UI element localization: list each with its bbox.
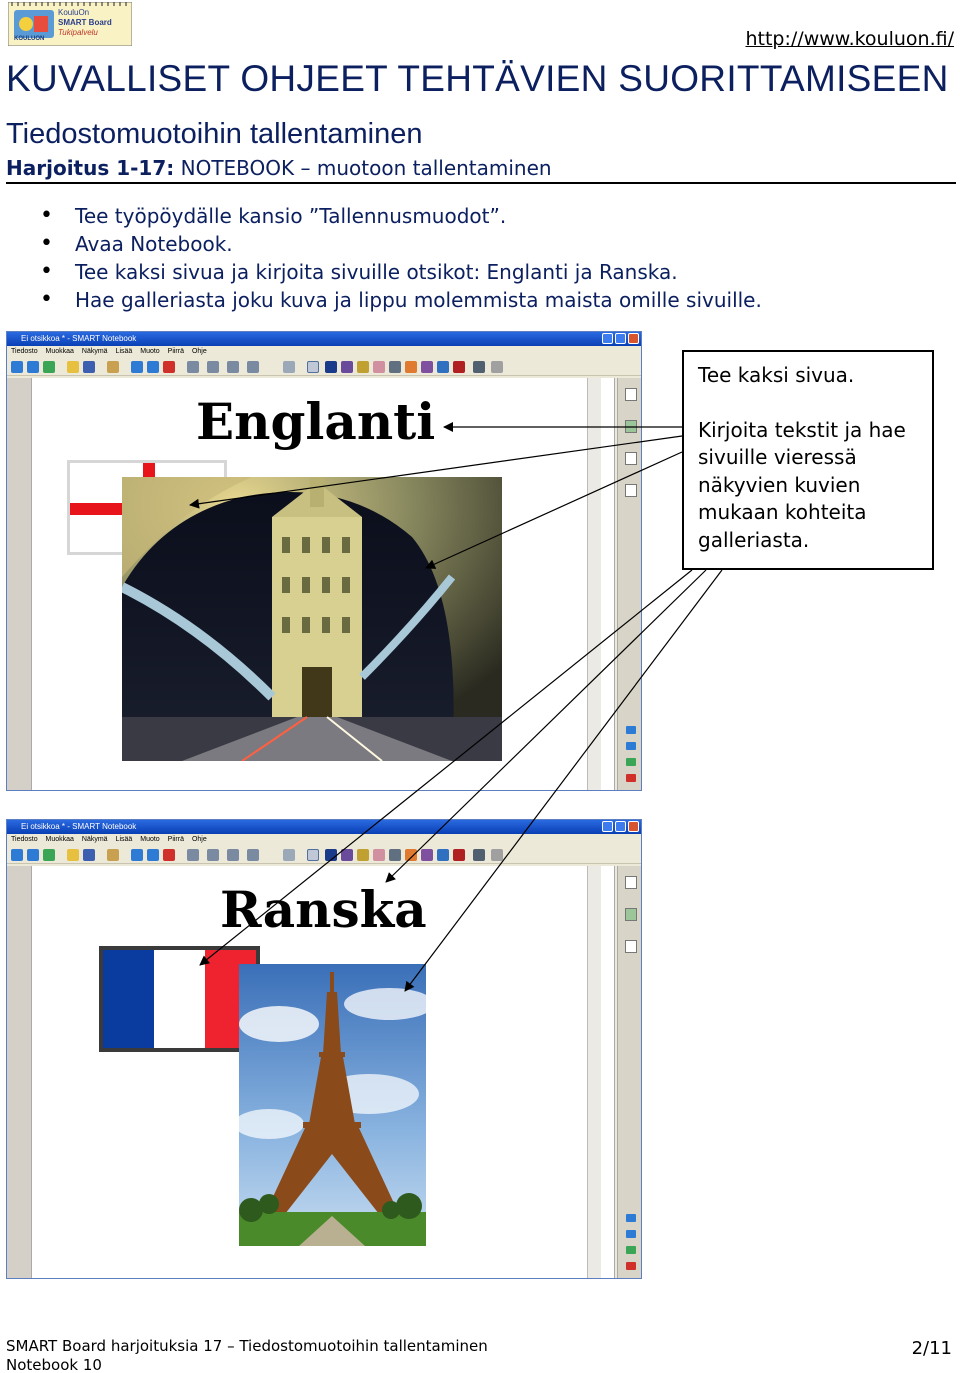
menu-piirra[interactable]: Piirrä (167, 348, 184, 355)
menu-lisaa[interactable]: Lisää (115, 348, 133, 355)
undo-icon[interactable] (131, 361, 143, 373)
page-sorter-icon[interactable] (625, 876, 637, 889)
back-icon[interactable] (11, 849, 23, 861)
callout-line-1: Tee kaksi sivua. (698, 363, 855, 387)
nav-delete-icon[interactable] (626, 774, 636, 782)
menu-bar (7, 346, 641, 358)
gallery-icon[interactable] (625, 420, 637, 433)
eraser-icon[interactable] (373, 361, 385, 373)
add-page-icon[interactable] (43, 361, 55, 373)
creative-pen-icon[interactable] (341, 361, 353, 373)
magic-pen-icon[interactable] (421, 361, 433, 373)
table-icon[interactable] (283, 849, 295, 861)
window-title: Ei otsikkoa * - SMART Notebook (21, 822, 137, 831)
more-icon[interactable] (491, 361, 503, 373)
website-url[interactable]: http://www.kouluon.fi/ (745, 28, 954, 50)
instruction-item: • Tee työpöydälle kansio ”Tallennusmuodot”. (40, 202, 762, 230)
table-icon[interactable] (283, 361, 295, 373)
properties-icon[interactable] (473, 361, 485, 373)
more-icon[interactable] (491, 849, 503, 861)
screen-shade-icon[interactable] (187, 849, 199, 861)
exercise-heading (6, 156, 552, 180)
left-strip (7, 378, 31, 790)
highlighter-icon[interactable] (357, 361, 369, 373)
menu-muoto[interactable]: Muoto (140, 836, 160, 843)
forward-icon[interactable] (27, 849, 39, 861)
redo-icon[interactable] (147, 361, 159, 373)
logo-line-3: Tukipalvelu (58, 28, 98, 37)
menu-muokkaa[interactable]: Muokkaa (45, 836, 74, 843)
footer-line-2: Notebook 10 (6, 1356, 102, 1373)
instruction-list (40, 202, 762, 314)
save-icon[interactable] (83, 361, 95, 373)
page-number: 2/11 (911, 1338, 952, 1359)
menu-nakyma[interactable]: Näkymä (81, 348, 108, 355)
select-icon[interactable] (307, 849, 319, 861)
vertical-scrollbar[interactable] (587, 378, 601, 790)
nav-back-icon[interactable] (626, 1214, 636, 1222)
exercise-title: NOTEBOOK – muotoon tallentaminen (174, 156, 552, 180)
toolbar (7, 846, 641, 864)
left-strip (7, 866, 31, 1278)
nav-forward-icon[interactable] (626, 1230, 636, 1238)
close-icon[interactable] (628, 821, 639, 832)
eiffel-tower-photo (239, 964, 426, 1246)
attachments-icon[interactable] (625, 940, 637, 953)
window-title: Ei otsikkoa * - SMART Notebook (21, 334, 137, 343)
logo-mark: KOULUON (14, 36, 45, 42)
minimize-icon[interactable] (602, 333, 613, 344)
redo-icon[interactable] (147, 849, 159, 861)
menu-muoto[interactable]: Muoto (140, 348, 160, 355)
page-sub-title: Tiedostomuotoihin tallentaminen (6, 118, 423, 150)
instruction-callout (682, 350, 934, 570)
toolbar (7, 358, 641, 376)
menu-tiedosto[interactable]: Tiedosto (11, 348, 38, 355)
attachments-icon[interactable] (625, 452, 637, 465)
paste-icon[interactable] (107, 361, 119, 373)
menu-nakyma[interactable]: Näkymä (81, 836, 108, 843)
page-heading-ranska: Ranska (220, 880, 427, 939)
footer-line-1: SMART Board harjoituksia 17 – Tiedostomuotoihin tallentaminen (6, 1337, 488, 1355)
france-flag (99, 946, 260, 1052)
shapes-icon[interactable] (405, 361, 417, 373)
kouluon-logo (8, 2, 132, 46)
maximize-icon[interactable] (615, 821, 626, 832)
side-tab-bar (617, 378, 642, 790)
fullscreen-icon[interactable] (207, 849, 219, 861)
select-icon[interactable] (307, 361, 319, 373)
menu-muokkaa[interactable]: Muokkaa (45, 348, 74, 355)
tower-bridge-photo (122, 477, 502, 761)
highlighter-icon[interactable] (357, 849, 369, 861)
display-icon[interactable] (247, 361, 259, 373)
page-footer (6, 1337, 488, 1373)
nav-back-icon[interactable] (626, 726, 636, 734)
fill-icon[interactable] (437, 849, 449, 861)
text-icon[interactable] (453, 849, 465, 861)
properties-icon[interactable] (473, 849, 485, 861)
vertical-scrollbar[interactable] (587, 866, 601, 1278)
instruction-item: • Avaa Notebook. (40, 230, 762, 258)
pen-icon[interactable] (325, 849, 337, 861)
menu-lisaa[interactable]: Lisää (115, 836, 133, 843)
page-sorter-icon[interactable] (625, 388, 637, 401)
text-icon[interactable] (453, 361, 465, 373)
add-page-icon[interactable] (43, 849, 55, 861)
capture-icon[interactable] (227, 361, 239, 373)
callout-line-2: Kirjoita tekstit ja hae sivuille vieressä näkyvien kuvien mukaan kohteita galleriasta. (698, 417, 906, 552)
header-divider (6, 182, 956, 184)
line-icon[interactable] (389, 849, 401, 861)
minimize-icon[interactable] (602, 821, 613, 832)
paste-icon[interactable] (107, 849, 119, 861)
window-titlebar (7, 332, 641, 346)
menu-ohje[interactable]: Ohje (191, 836, 207, 843)
nav-add-icon[interactable] (626, 758, 636, 766)
back-icon[interactable] (11, 361, 23, 373)
line-icon[interactable] (389, 361, 401, 373)
gallery-icon[interactable] (625, 908, 637, 921)
page-main-title: KUVALLISET OHJEET TEHTÄVIEN SUORITTAMISEEN (6, 58, 949, 99)
fullscreen-icon[interactable] (207, 361, 219, 373)
capture-icon[interactable] (227, 849, 239, 861)
side-tab-bar (617, 866, 642, 1278)
instruction-item: • Hae galleriasta joku kuva ja lippu molemmista maista omille sivuille. (40, 286, 762, 314)
pen-icon[interactable] (325, 361, 337, 373)
page-heading-englanti: Englanti (196, 392, 436, 451)
close-icon[interactable] (628, 333, 639, 344)
delete-icon[interactable] (163, 361, 175, 373)
nav-add-icon[interactable] (626, 1246, 636, 1254)
magic-pen-icon[interactable] (421, 849, 433, 861)
undo-icon[interactable] (131, 849, 143, 861)
save-icon[interactable] (83, 849, 95, 861)
screen-shade-icon[interactable] (187, 361, 199, 373)
eraser-icon[interactable] (373, 849, 385, 861)
menu-bar (7, 834, 641, 846)
window-titlebar (7, 820, 641, 834)
menu-ohje[interactable]: Ohje (191, 348, 207, 355)
logo-line-2: SMART Board (58, 18, 112, 27)
instruction-item: • Tee kaksi sivua ja kirjoita sivuille otsikot: Englanti ja Ranska. (40, 258, 762, 286)
delete-icon[interactable] (163, 849, 175, 861)
exercise-number: Harjoitus 1-17: (6, 156, 175, 180)
forward-icon[interactable] (27, 361, 39, 373)
logo-line-1: KouluOn (58, 8, 90, 17)
creative-pen-icon[interactable] (341, 849, 353, 861)
display-icon[interactable] (247, 849, 259, 861)
menu-tiedosto[interactable]: Tiedosto (11, 836, 38, 843)
fill-icon[interactable] (437, 361, 449, 373)
open-icon[interactable] (67, 361, 79, 373)
nav-forward-icon[interactable] (626, 742, 636, 750)
menu-piirra[interactable]: Piirrä (167, 836, 184, 843)
open-icon[interactable] (67, 849, 79, 861)
nav-delete-icon[interactable] (626, 1262, 636, 1270)
properties-tab-icon[interactable] (625, 484, 637, 497)
maximize-icon[interactable] (615, 333, 626, 344)
shapes-icon[interactable] (405, 849, 417, 861)
